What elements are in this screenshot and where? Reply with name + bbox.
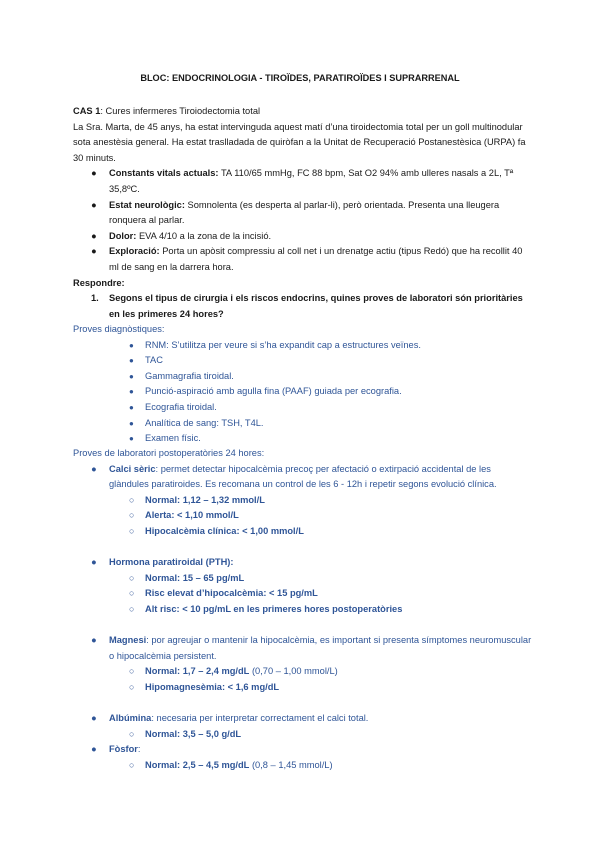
sub-item: ○ Normal: 1,12 – 1,32 mmol/L [129,494,265,505]
case-intro: La Sra. Marta, de 45 anys, ha estat intervinguda aquest matí d’una tiroidectomia total per un goll multinodular sota anestèsia general. Ha estat traslladada de quiròfan a la Unitat de Recuperació Postanestèsica (URPA) fa 30 minuts. [73,121,526,163]
case-section [73,104,533,322]
document-title: BLOC: ENDOCRINOLOGIA - TIROÏDES, PARATIROÏDES I SUPRARRENAL [140,73,460,83]
list-item: ● Ecografia tiroidal. [129,401,217,412]
list-item: ● Estat neurològic: Somnolenta (es desperta al parlar-li), però orientada. Presenta una lleugera ronquera al parlar. [91,199,500,226]
sub-item: ○ Normal: 3,5 – 5,0 g/dL [129,728,242,739]
lab-section [73,446,533,773]
list-item: ● Analítica de sang: TSH, T4L. [129,417,264,428]
sub-item: ○ Hipocalcèmia clínica: < 1,00 mmol/L [129,525,304,536]
sub-item: ○ Normal: 2,5 – 4,5 mg/dL (0,8 – 1,45 mmol/L) [129,759,333,770]
diagnostic-section [73,322,533,447]
question-1: 1. Segons el tipus de cirurgia i els riscos endocrins, quines proves de laboratori són prioritàries en les primeres 24 hores? [91,293,523,319]
list-item-magnesi: ● Magnesi: por agreujar o mantenir la hipocalcèmia, es important si presenta símptomes neuromuscular o hipocalcèmia persistent. [91,635,532,661]
sub-item: ○ Normal: 15 – 65 pg/mL [129,572,245,583]
list-item: ● TAC [129,355,163,366]
list-item-fosfor: ● Fòsfor: [91,744,141,755]
list-item: ● Dolor: EVA 4/10 a la zona de la incisió. [91,230,272,241]
sub-item: ○ Risc elevat d’hipocalcèmia: < 15 pg/mL [129,588,318,599]
list-item: ● Gammagrafia tiroidal. [129,370,234,381]
sub-item: ○ Normal: 1,7 – 2,4 mg/dL (0,70 – 1,00 mmol/L) [129,666,338,677]
list-item: ● Punció-aspiració amb agulla fina (PAAF) guiada per ecografia. [129,386,402,397]
list-item: ● RNM: S’utilitza per veure si s’ha expandit cap a estructures veïnes. [129,339,421,350]
diagnostic-heading: Proves diagnòstiques: [73,324,165,334]
list-item: ● Examen físic. [129,433,201,444]
list-item-pth: ● Hormona paratiroidal (PTH): [91,557,234,568]
respond-label: Respondre: [73,277,125,288]
list-item: ● Exploració: Porta un apòsit compressiu al coll net i un drenatge actiu (tipus Redó) que ha recollit 40 ml de sang en la darrera hora. [91,246,523,272]
list-item: ● Constants vitals actuals: TA 110/65 mmHg, FC 88 bpm, Sat O2 94% amb ulleres nasals a 2L, Tª 35,8ºC. [91,168,514,194]
case-heading: CAS 1: Cures infermeres Tiroiodectomia total [73,106,261,116]
list-item-calci: ● Calci sèric: permet detectar hipocalcèmia precoç per afectació o extirpació accidental de les glàndules paratiroides. Es recomana un control de les 6 - 12h i repetir segons evolució clínica. [91,463,497,490]
sub-item: ○ Alerta: < 1,10 mmol/L [129,510,239,521]
lab-heading: Proves de laboratori postoperatòries 24 hores: [73,448,265,458]
sub-item: ○ Alt risc: < 10 pg/mL en les primeres hores postoperatòries [129,603,403,614]
list-item-albumina: ● Albúmina: necesaria per interpretar correctament el calci total. [91,713,369,724]
sub-item: ○ Hipomagnesèmia: < 1,6 mg/dL [129,681,280,692]
